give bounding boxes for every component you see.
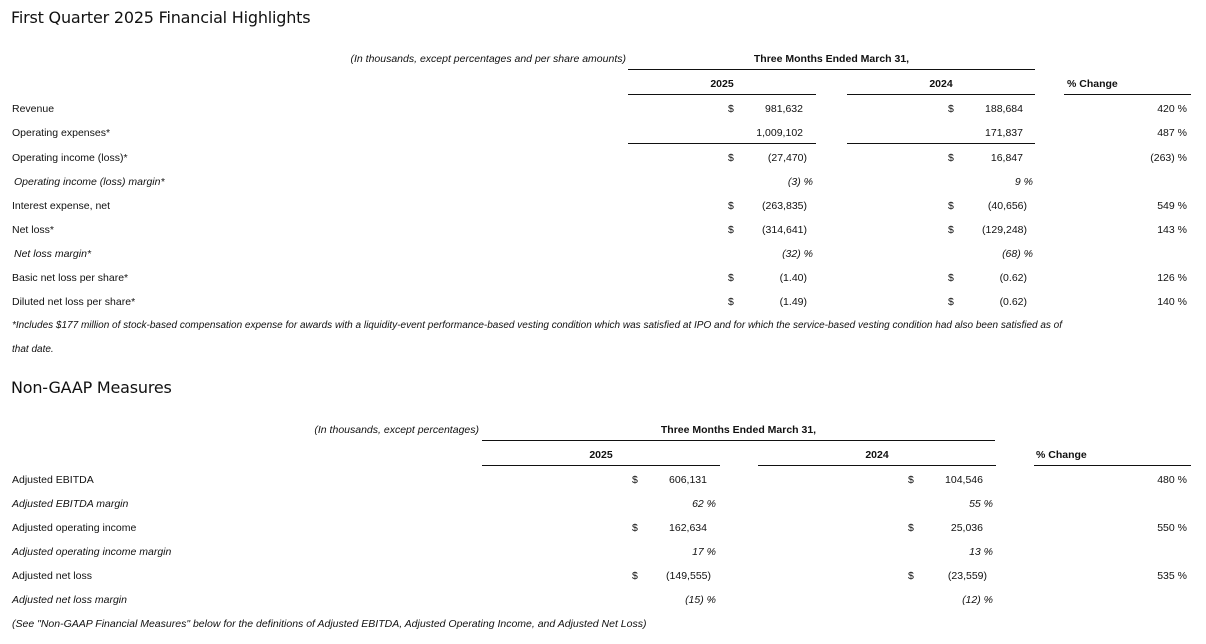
value-2024: (0.62) (999, 272, 1027, 284)
change-value: 550 % (1157, 522, 1187, 534)
value-2024: 104,546 (945, 474, 983, 486)
period-underline (482, 440, 995, 441)
dollar-sign: $ (632, 522, 638, 534)
value-2025: (263,835) (762, 200, 807, 212)
value-2024: (40,656) (987, 200, 1027, 212)
value-2025: 17 % (692, 546, 716, 558)
footnote-line-2: that date. (12, 344, 54, 355)
row-label: Adjusted operating income (12, 522, 137, 534)
dollar-sign: $ (948, 224, 954, 236)
financial-units-note: (In thousands, except percentages and per share amounts) (350, 53, 626, 65)
value-2025: (15) % (685, 594, 716, 606)
change-value: 126 % (1157, 272, 1187, 284)
value-2025: (3) % (787, 176, 813, 188)
row-label: Basic net loss per share* (12, 272, 129, 284)
value-2025: (32) % (782, 248, 813, 260)
value-2024: (12) % (962, 594, 993, 606)
row-label: Operating expenses* (12, 127, 111, 139)
dollar-sign: $ (948, 152, 954, 164)
dollar-sign: $ (728, 103, 734, 115)
value-2024: (23,559) (947, 570, 987, 582)
value-2024: (0.62) (999, 296, 1027, 308)
change-value: (263) % (1150, 152, 1187, 164)
value-2024: 13 % (969, 546, 993, 558)
value-2025: (27,470) (767, 152, 807, 164)
change-value: 420 % (1157, 103, 1187, 115)
value-2024: 188,684 (985, 103, 1023, 115)
row-label: Net loss* (12, 224, 55, 236)
subtotal-rule-2024 (847, 143, 1035, 144)
period-underline (628, 69, 1035, 70)
dollar-sign: $ (728, 224, 734, 236)
dollar-sign: $ (728, 296, 734, 308)
row-label: Adjusted net loss margin (12, 594, 127, 606)
non-gaap-units-note: (In thousands, except percentages) (314, 424, 479, 436)
change-value: 480 % (1157, 474, 1187, 486)
row-label: Net loss margin* (14, 248, 92, 260)
row-label: Adjusted EBITDA (12, 474, 94, 486)
dollar-sign: $ (728, 200, 734, 212)
change-value: 143 % (1157, 224, 1187, 236)
financial-col-2025: 2025 (710, 78, 734, 90)
value-2025: 162,634 (669, 522, 707, 534)
col-2025-underline (628, 94, 816, 95)
dollar-sign: $ (948, 272, 954, 284)
dollar-sign: $ (908, 570, 914, 582)
dollar-sign: $ (948, 296, 954, 308)
col-change-underline (1064, 94, 1191, 95)
footnote-line-1: *Includes $177 million of stock-based compensation expense for awards with a liquidity-event performance-based vesting condition which was satisfied at IPO and for which the service-based vesting condition had also been satisfied as of (12, 320, 1063, 331)
non-gaap-col-2024: 2024 (865, 449, 889, 461)
subtotal-rule-2025 (628, 143, 816, 144)
row-label: Adjusted EBITDA margin (12, 498, 129, 510)
financial-period-header: Three Months Ended March 31, (753, 53, 910, 65)
dollar-sign: $ (948, 103, 954, 115)
dollar-sign: $ (908, 474, 914, 486)
value-2025: 606,131 (669, 474, 707, 486)
value-2024: 171,837 (985, 127, 1023, 139)
dollar-sign: $ (908, 522, 914, 534)
financial-col-change: % Change (1067, 78, 1118, 90)
dollar-sign: $ (728, 152, 734, 164)
col-change-underline (1034, 465, 1191, 466)
row-label: Operating income (loss)* (12, 152, 128, 164)
dollar-sign: $ (948, 200, 954, 212)
change-value: 535 % (1157, 570, 1187, 582)
dollar-sign: $ (632, 570, 638, 582)
value-2025: (149,555) (666, 570, 711, 582)
col-2024-underline (847, 94, 1035, 95)
value-2025: 62 % (692, 498, 716, 510)
row-label: Revenue (12, 103, 55, 115)
value-2024: 16,847 (990, 152, 1023, 164)
non-gaap-period-header: Three Months Ended March 31, (660, 424, 817, 436)
col-2024-underline (758, 465, 996, 466)
col-2025-underline (482, 465, 720, 466)
value-2024: (129,248) (982, 224, 1027, 236)
value-2025: 1,009,102 (756, 127, 803, 139)
value-2025: (314,641) (762, 224, 807, 236)
value-2025: 981,632 (765, 103, 803, 115)
value-2025: (1.40) (779, 272, 807, 284)
dollar-sign: $ (632, 474, 638, 486)
non-gaap-col-change: % Change (1036, 449, 1087, 461)
value-2024: (68) % (1002, 248, 1033, 260)
non-gaap-title: Non-GAAP Measures (11, 378, 172, 397)
row-label: Interest expense, net (12, 200, 111, 212)
change-value: 140 % (1157, 296, 1187, 308)
change-value: 549 % (1157, 200, 1187, 212)
financial-col-2024: 2024 (929, 78, 953, 90)
row-label: Adjusted net loss (12, 570, 92, 582)
change-value: 487 % (1157, 127, 1187, 139)
non-gaap-col-2025: 2025 (589, 449, 613, 461)
value-2024: 9 % (1014, 176, 1033, 188)
non-gaap-footnote: (See "Non-GAAP Financial Measures" below for the definitions of Adjusted EBITDA, Adjusted Operating Income, and Adjusted Net Loss) (12, 618, 647, 630)
value-2024: 25,036 (950, 522, 983, 534)
value-2025: (1.49) (779, 296, 807, 308)
dollar-sign: $ (728, 272, 734, 284)
row-label: Diluted net loss per share* (12, 296, 136, 308)
row-label: Adjusted operating income margin (12, 546, 172, 558)
row-label: Operating income (loss) margin* (14, 176, 165, 188)
financial-highlights-title: First Quarter 2025 Financial Highlights (11, 8, 311, 27)
value-2024: 55 % (969, 498, 993, 510)
